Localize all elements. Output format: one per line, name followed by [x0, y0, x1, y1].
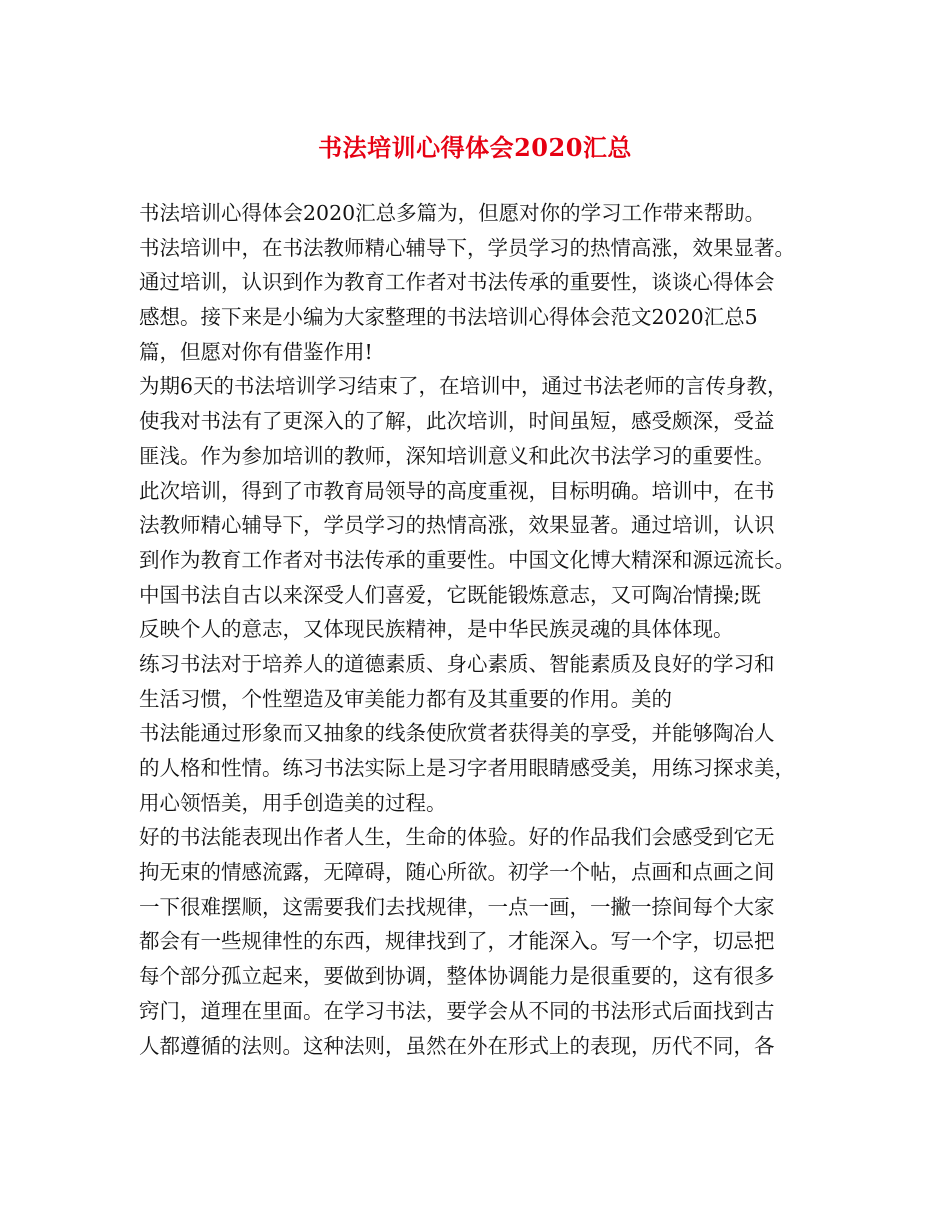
body-line: 感想。接下来是小编为大家整理的书法培训心得体会范文2020汇总5 — [139, 305, 758, 330]
document-body — [139, 196, 839, 1063]
body-line: 每个部分孤立起来，要做到协调，整体协调能力是很重要的，这有很多 — [139, 964, 775, 989]
body-line: 法教师精心辅导下，学员学习的热情高涨，效果显著。通过培训，认识 — [139, 513, 775, 538]
body-line: 用心领悟美，用手创造美的过程。 — [139, 790, 447, 815]
body-line: 为期6天的书法培训学习结束了，在培训中，通过书法老师的言传身教， — [139, 374, 788, 399]
body-line: 中国书法自古以来深受人们喜爱，它既能锻炼意志，又可陶冶情操;既 — [139, 582, 761, 607]
body-line: 都会有一些规律性的东西，规律找到了，才能深入。写一个字，切忌把 — [139, 929, 775, 954]
document-title: 书法培训心得体会2020汇总 — [318, 133, 632, 162]
body-line: 书法培训心得体会2020汇总多篇为，但愿对你的学习工作带来帮助。 — [139, 201, 766, 225]
body-line: 好的书法能表现出作者人生，生命的体验。好的作品我们会感受到它无 — [139, 825, 775, 850]
body-line: 生活习惯，个性塑造及审美能力都有及其重要的作用。美的 — [139, 686, 672, 711]
body-line: 通过培训，认识到作为教育工作者对书法传承的重要性，谈谈心得体会 — [139, 270, 775, 295]
body-line: 篇，但愿对你有借鉴作用! — [139, 339, 373, 364]
body-line: 窍门，道理在里面。在学习书法，要学会从不同的书法形式后面找到古 — [139, 998, 775, 1023]
body-line: 使我对书法有了更深入的了解，此次培训，时间虽短，感受颇深，受益 — [139, 409, 775, 434]
body-line: 反映个人的意志，又体现民族精神，是中华民族灵魂的具体体现。 — [139, 617, 734, 642]
body-line: 的人格和性情。练习书法实际上是习字者用眼睛感受美，用练习探求美， — [139, 756, 795, 780]
body-line: 练习书法对于培养人的道德素质、身心素质、智能素质及良好的学习和 — [139, 651, 775, 676]
body-line: 人都遵循的法则。这种法则，虽然在外在形式上的表现，历代不同，各 — [139, 1033, 775, 1058]
body-line: 拘无束的情感流露，无障碍，随心所欲。初学一个帖，点画和点画之间 — [139, 860, 775, 885]
body-line: 书法能通过形象而又抽象的线条使欣赏者获得美的享受，并能够陶冶人 — [139, 721, 775, 746]
body-line: 此次培训，得到了市教育局领导的高度重视，目标明确。培训中，在书 — [139, 478, 775, 503]
body-line: 匪浅。作为参加培训的教师，深知培训意义和此次书法学习的重要性。 — [139, 443, 775, 468]
body-line: 书法培训中，在书法教师精心辅导下，学员学习的热情高涨，效果显著。 — [139, 235, 795, 260]
body-line: 到作为教育工作者对书法传承的重要性。中国文化博大精深和源远流长。 — [139, 547, 795, 572]
body-line: 一下很难摆顺，这需要我们去找规律，一点一画，一撇一捺间每个大家 — [139, 894, 775, 919]
